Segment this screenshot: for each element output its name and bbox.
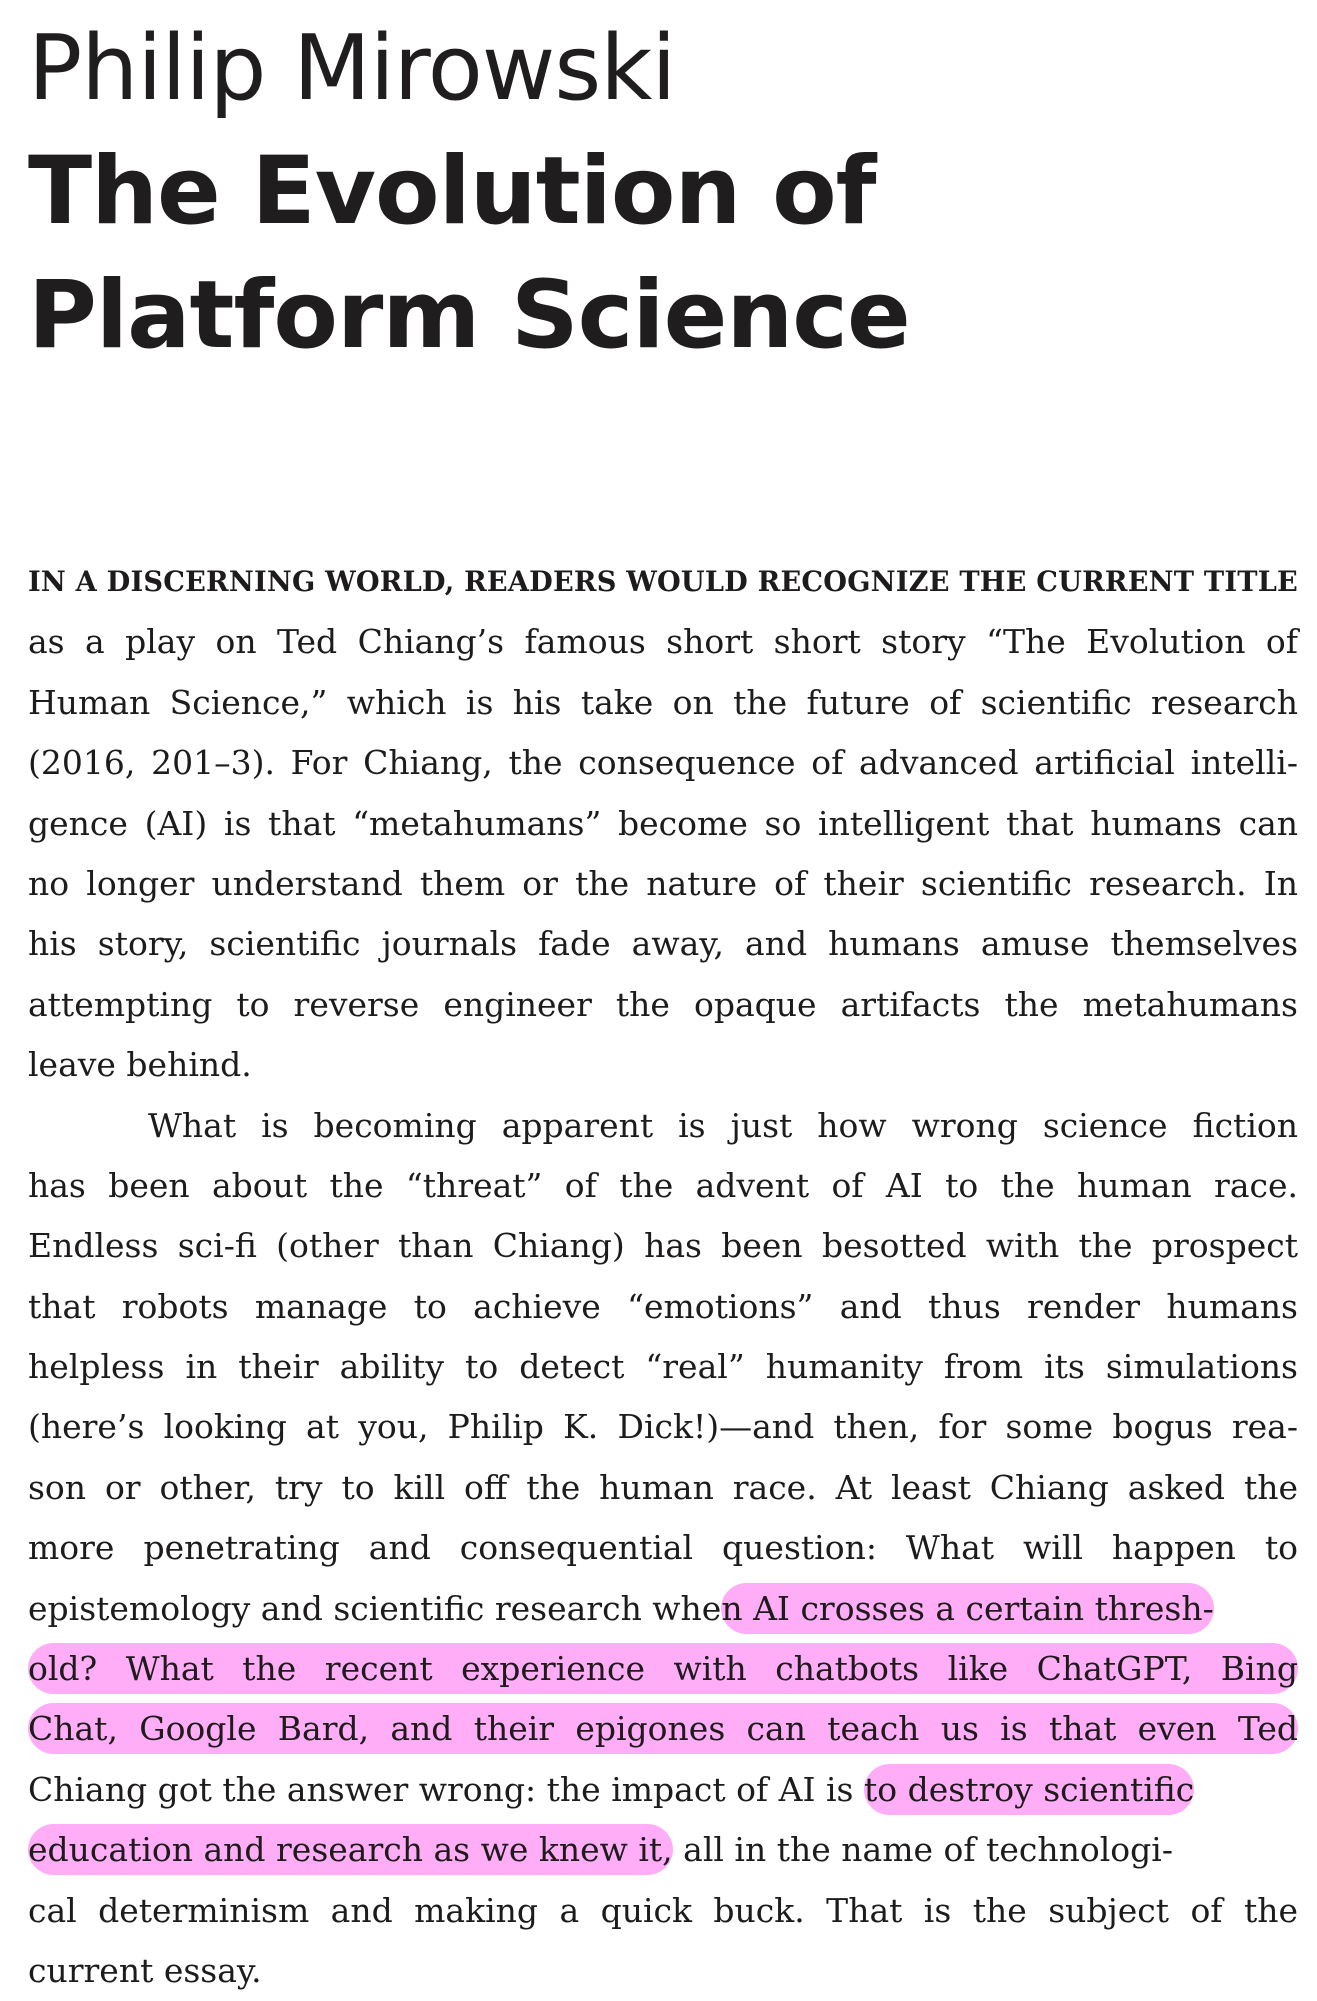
document-page bbox=[28, 0, 1298, 2000]
text-line: his story, scientific journals fade away, and humans amuse themselves bbox=[28, 924, 1298, 964]
text-line: helpless in their ability to detect “real” humanity from its simulations bbox=[28, 1347, 1298, 1387]
text-line: has been about the “threat” of the advent of AI to the human race. bbox=[28, 1165, 1298, 1205]
text-line: current essay. bbox=[28, 1950, 262, 1990]
text-segment: Chiang got the answer wrong: the impact of AI is bbox=[28, 1769, 864, 1809]
essay-body bbox=[28, 552, 1298, 2001]
essay-title: The Evolution of Platform Science bbox=[28, 137, 910, 370]
highlighted-text: education and research as we knew it, bbox=[28, 1824, 673, 1875]
text-line: gence (AI) is that “metahumans” become so intelligent that humans can bbox=[28, 803, 1298, 843]
text-line: more penetrating and consequential question: What will happen to bbox=[28, 1528, 1298, 1568]
paragraph-2-first-line: What is becoming apparent is just how wrong science fiction bbox=[148, 1105, 1298, 1145]
text-line: cal determinism and making a quick buck. That is the subject of the bbox=[28, 1890, 1298, 1930]
text-segment: epistemology and scientific research whe bbox=[28, 1588, 722, 1628]
text-line: no longer understand them or the nature of their scientific research. In bbox=[28, 863, 1298, 903]
opening-small-caps-line: IN A DISCERNING WORLD, READERS WOULD RECOGNIZE THE CURRENT TITLE bbox=[28, 565, 1298, 598]
text-line: (here’s looking at you, Philip K. Dick!)—and then, for some bogus rea- bbox=[28, 1407, 1298, 1447]
text-line: son or other, try to kill off the human race. At least Chiang asked the bbox=[28, 1467, 1298, 1507]
highlighted-text: old? What the recent experience with chatbots like ChatGPT, Bing bbox=[28, 1643, 1298, 1694]
text-line-highlighted bbox=[28, 1639, 1298, 1699]
text-line: (2016, 201–3). For Chiang, the consequence of advanced artificial intelli- bbox=[28, 743, 1298, 783]
highlighted-text: to destroy scientific bbox=[864, 1764, 1194, 1815]
text-line-partial-highlight bbox=[28, 1820, 1298, 1880]
text-line: as a play on Ted Chiang’s famous short short story “The Evolution of bbox=[28, 622, 1298, 662]
text-line: leave behind. bbox=[28, 1045, 252, 1085]
text-line: Human Science,” which is his take on the future of scientific research bbox=[28, 682, 1298, 722]
text-line-highlighted bbox=[28, 1699, 1298, 1759]
text-line: attempting to reverse engineer the opaque artifacts the metahumans bbox=[28, 984, 1298, 1024]
author-name: Philip Mirowski bbox=[28, 16, 676, 121]
text-segment: all in the name of technologi- bbox=[672, 1830, 1173, 1870]
highlighted-text: n AI crosses a certain thresh- bbox=[721, 1583, 1213, 1634]
text-line-partial-highlight bbox=[28, 1760, 1298, 1820]
text-line-partial-highlight bbox=[28, 1579, 1298, 1639]
text-line: Endless sci-fi (other than Chiang) has been besotted with the prospect bbox=[28, 1226, 1298, 1266]
text-line: that robots manage to achieve “emotions” and thus render humans bbox=[28, 1286, 1298, 1326]
highlighted-text: Chat, Google Bard, and their epigones can teach us is that even Ted bbox=[28, 1703, 1298, 1754]
